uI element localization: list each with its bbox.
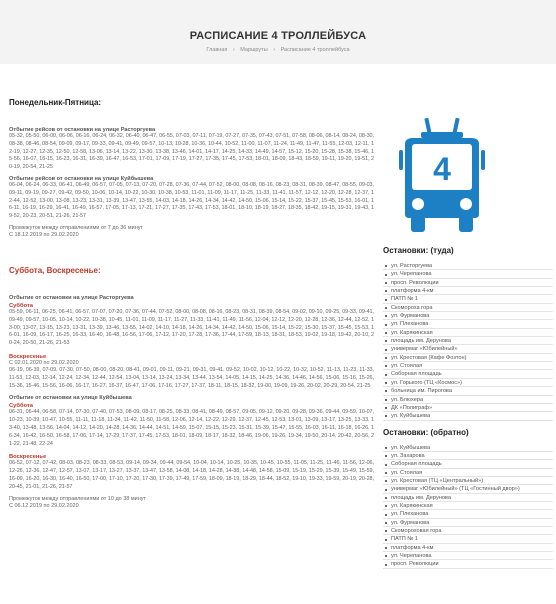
stop-heading: Отбытие от остановки на улице Расторгуева — [9, 294, 134, 301]
stop-item[interactable]: просп. Революции — [383, 560, 553, 568]
stop-list — [383, 262, 553, 421]
route-number: 4 — [433, 151, 451, 187]
stop-heading: Отбытие рейсов от остановки на улице Расторгуева — [9, 127, 156, 133]
departure-times: 06-31, 06-44, 06-58, 07-14, 07-30, 07-40, 07-53, 08-09, 08-17, 08-25, 08-33, 08-41, 08-49, 08-57, 09-05, 09-12, 09-20, 09-28, 09-36, 09-44, 09-59, 10-07, 10-23, 10-39, 10-47, 10-55, 11-11, 11-18, 11-34, 11-42, 11-50, 11-58, 12-06, 12-14, 12-22, 12-29, 12-37, 12-45, 12-53, 13-01, 13-09, 13-17, 13-25, 13-33, 13-40, 13-48, 13-56, 14-04, 14-12, 14-20, 14-28, 14-36, 14-44, 14-51, 14-59, 15-07, 15-15, 15-23, 15-31, 15-39, 15-47, 15-55, 16-03, 16-11, 16-18, 16-26, 16-34, 16-42, 16-50, 16-58, 17-06, 17-14, 17-29, 17-37, 17-45, 17-53, 18-01, 18-09, 18-17, 18-32, 18-46, 19-06, 19-26, 19-34, 19-50, 20-14, 20-42, 20-56, 21-22, 21-48, 22-24 — [9, 409, 374, 447]
breadcrumb-routes-link[interactable]: Маршруты — [240, 47, 268, 53]
stop-item[interactable]: ул. Стоялая — [383, 469, 553, 477]
validity-note: С 06.12.2019 по 29.02.2020 — [9, 502, 79, 509]
stop-item[interactable]: ул. Стоялая — [383, 362, 553, 370]
validity-note: С 02.01.2020 по 29.02.2020 — [9, 359, 79, 366]
stop-item[interactable]: Соборная площадь — [383, 460, 553, 468]
departure-times: 05-59, 06-11, 06-25, 06-41, 06-57, 07-07, 07-20, 07-36, 07-44, 07-52, 08-00, 08-08, 08-16, 08-23, 08-31, 08-39, 08-54, 09-02, 09-10, 09-25, 09-33, 09-41, 09-49, 09-57, 10-05, 10-14, 10-22, 10-38, 10-45, 11-01, 11-09, 11-17, 11-27, 11-33, 11-41, 11-49, 11-56, 12-04, 12-12, 12-20, 12-28, 12-36, 12-44, 12-52, 13-00, 13-07, 13-15, 13-23, 13-31, 13-39, 13-46, 13-55, 14-02, 14-10, 14-18, 14-26, 14-34, 14-42, 14-50, 15-06, 15-14, 15-22, 15-30, 15-37, 15-45, 15-53, 16-01, 16-09, 16-17, 16-25, 16-33, 16-40, 16-48, 16-56, 17-06, 17-12, 17-20, 17-28, 17-36, 17-44, 17-59, 18-13, 18-31, 18-53, 19-02, 19-18, 19-42, 20-10, 20-24, 20-50, 21-26, 21-53 — [9, 308, 374, 347]
sunday-label: Воскресенье — [9, 454, 47, 461]
stop-item[interactable]: ул. Плеханова — [383, 320, 553, 328]
breadcrumb — [0, 47, 556, 53]
stop-item[interactable]: ул. Блюхера — [383, 396, 553, 404]
stop-item[interactable]: платформа 4-км — [383, 287, 553, 295]
stops-column — [383, 246, 553, 569]
saturday-label: Суббота — [9, 403, 34, 410]
stop-item[interactable]: универмаг «Юбилейный» — [383, 345, 553, 353]
stop-item[interactable]: ул. Черепанова — [383, 552, 553, 560]
stop-list — [383, 444, 553, 569]
departure-times: 06-19, 06-39, 07-09, 07-30, 07-50, 08-00, 08-20, 08-41, 09-01, 09-11, 09-21, 09-31, 09-41, 09-52, 10-02, 10-12, 10-22, 10-32, 10-52, 11-13, 11-23, 11-33, 11-53, 12-03, 12-14, 12-24, 12-34, 12-44, 12-54, 13-04, 13-14, 13-24, 13-34, 13-44, 13-54, 14-05, 14-15, 14-25, 14-36, 14-46, 14-56, 15-06, 15-16, 15-26, 15-36, 15-46, 15-56, 16-06, 16-17, 16-27, 16-37, 16-47, 17-06, 17-16, 17-27, 17-37, 18-11, 18-15, 18-32, 19-00, 19-09, 19-26, 20-02, 20-29, 20-54, 21-25 — [9, 366, 374, 389]
departure-times: 06-04, 06-24, 06-33, 06-41, 06-49, 06-57, 07-05, 07-13, 07-20, 07-28, 07-36, 07-44, 07-52, 08-00, 08-08, 08-16, 08-23, 08-31, 08-39, 08-47, 08-55, 09-03, 09-11, 09-19, 09-27, 09-42, 09-50, 10-06, 10-14, 10-22, 10-30, 10-38, 10-53, 11-01, 11-09, 11-17, 11-25, 11-33, 11-41, 11-57, 12-12, 12-20, 12-28, 12-37, 12-44, 12-52, 13-00, 13-08, 13-23, 13-31, 13-39, 13-47, 13-55, 14-03, 14-18, 14-26, 14-34, 14-42, 14-50, 15-06, 15-14, 15-22, 15-37, 15-45, 15-53, 16-01, 16-11, 16-19, 16-29, 16-41, 16-49, 16-57, 17-05, 17-13, 17-21, 17-27, 17-35, 17-43, 17-53, 18-01, 18-10, 18-19, 18-27, 18-35, 18-42, 19-15, 19-31, 19-43, 19-52, 20-23, 20-51, 21-26, 21-57 — [9, 181, 374, 220]
stop-item[interactable]: ул. Захарова — [383, 452, 553, 460]
stop-item[interactable]: площадь им. Дерунова — [383, 494, 553, 502]
weekend-title: Суббота, Воскресенье: — [9, 265, 101, 275]
stop-item[interactable]: ПАТП № 1 — [383, 535, 553, 543]
stops-forward-title: Остановки: (туда) — [383, 246, 454, 255]
stop-item[interactable]: ул. Фурманова — [383, 519, 553, 527]
stop-item[interactable]: просп. Революции — [383, 279, 553, 287]
stop-item[interactable]: ул. Расторгуева — [383, 262, 553, 270]
saturday-label: Суббота — [9, 302, 34, 309]
stop-item[interactable]: ДК «Полиграф» — [383, 404, 553, 412]
interval-note: Промежуток между отправлениями от 7 до 36 минут — [9, 224, 143, 231]
page-title: РАСПИСАНИЕ 4 ТРОЛЛЕЙБУСА — [189, 30, 367, 42]
breadcrumb-current: Расписание 4 троллейбуса — [280, 47, 350, 53]
stop-item[interactable]: площадь им. Дерунова — [383, 337, 553, 345]
stop-item[interactable]: универмаг «Юбилейный» (ТЦ «Гостинный двор») — [383, 485, 553, 493]
stop-item[interactable]: ул. Куйбышева — [383, 444, 553, 452]
weekend-section — [9, 266, 374, 510]
sunday-label: Воскресенье — [9, 353, 47, 360]
stop-item[interactable]: больница им. Пирогова — [383, 387, 553, 395]
validity-note: С 18.12.2019 по 29.02.2020 — [9, 231, 79, 238]
trolleybus-icon — [399, 118, 485, 234]
stop-item[interactable]: Скомороха гора — [383, 304, 553, 312]
departure-times: 06-52, 07-12, 07-42, 08-03, 08-23, 08-33, 08-53, 09-14, 09-34, 09-44, 09-54, 10-04, 10-14, 10-25, 10-35, 10-45, 10-55, 11-05, 11-25, 11-46, 11-56, 12-06, 12-26, 12-36, 12-47, 12-57, 13-07, 13-17, 13-27, 13-37, 13-47, 13-58, 14-08, 14-18, 14-28, 14-38, 14-48, 14-58, 15-09, 15-19, 15-29, 15-39, 15-49, 15-59, 16-09, 16-20, 16-30, 16-40, 16-50, 17-00, 17-10, 17-20, 17-30, 17-39, 17-49, 17-59, 18-09, 18-19, 18-29, 18-44, 18-52, 19-10, 19-33, 19-59, 20-19, 20-28, 20-45, 21-01, 21-26, 21-57 — [9, 460, 374, 490]
stop-item[interactable]: Соборная площадь — [383, 370, 553, 378]
stop-item[interactable]: ул. Черепанова — [383, 270, 553, 278]
stop-heading: Отбытие от остановки на улице Куйбышева — [9, 395, 132, 402]
page-header — [0, 0, 556, 64]
stop-item[interactable]: ул. Горького (ТЦ «Космос») — [383, 379, 553, 387]
stops-back-title: Остановки: (обратно) — [383, 427, 469, 437]
stop-heading: Отбытие рейсов от остановки на улице Куйбышева — [9, 175, 154, 182]
breadcrumb-separator: › — [232, 47, 235, 53]
stop-item[interactable]: ПАТП № 1 — [383, 295, 553, 303]
interval-note: Промежуток между отправлениями от 10 до 38 минут — [9, 495, 147, 502]
stop-item[interactable]: Скомороховая гора — [383, 527, 553, 535]
stop-item[interactable]: ул. Карякинская — [383, 502, 553, 510]
departure-times: 05-32, 05-50, 06-00, 06-06, 06-16, 06-24, 06-32, 06-40, 06-47, 06-55, 07-03, 07-11, 07-19, 07-27, 07-35, 07-43, 07-51, 07-58, 08-06, 08-14, 08-24, 08-30, 08-38, 08-46, 08-54, 09-09, 09-17, 09-33, 09-41, 09-49, 09-57, 10-13, 10-28, 10-36, 10-44, 10-52, 11-00, 11-07, 11-24, 11-49, 11-47, 11-55, 12-03, 12-11, 12-19, 12-27, 12-35, 12-50, 12-58, 13-06, 13-14, 13-22, 13-30, 13-38, 13-46, 14-01, 14-17, 14-25, 14-33, 14-49, 14-57, 15-12, 15-20, 15-28, 15-38, 15-46, 15-56, 16-07, 16-15, 16-23, 16-31, 16-39, 16-47, 16-53, 17-01, 17-09, 17-19, 17-27, 17-35, 17-45, 17-53, 18-01, 18-09, 18-43, 18-59, 19-11, 19-20, 19-51, 20-19, 20-54, 21-25 — [9, 133, 374, 171]
stop-item[interactable]: ул. Куйбышева — [383, 412, 553, 420]
weekday-title: Понедельник-Пятница: — [9, 98, 102, 107]
breadcrumb-separator: › — [273, 47, 276, 53]
stop-item[interactable]: ул. Карякинская — [383, 329, 553, 337]
stop-item[interactable]: ул. Крестовая (Кафе Фозтон) — [383, 354, 553, 362]
stop-item[interactable]: платформа 4-км — [383, 544, 553, 552]
stop-item[interactable]: ул. Фурманова — [383, 312, 553, 320]
trolleybus-logo — [399, 118, 485, 234]
stops-back — [383, 428, 553, 569]
stops-forward — [383, 246, 553, 421]
schedule-column — [9, 98, 374, 510]
stop-item[interactable]: ул. Плеханова — [383, 510, 553, 518]
stop-item[interactable]: ул. Крестовая (ТЦ «Центральный») — [383, 477, 553, 485]
breadcrumb-home-link[interactable]: Главная — [206, 47, 228, 53]
weekday-section — [9, 98, 374, 239]
